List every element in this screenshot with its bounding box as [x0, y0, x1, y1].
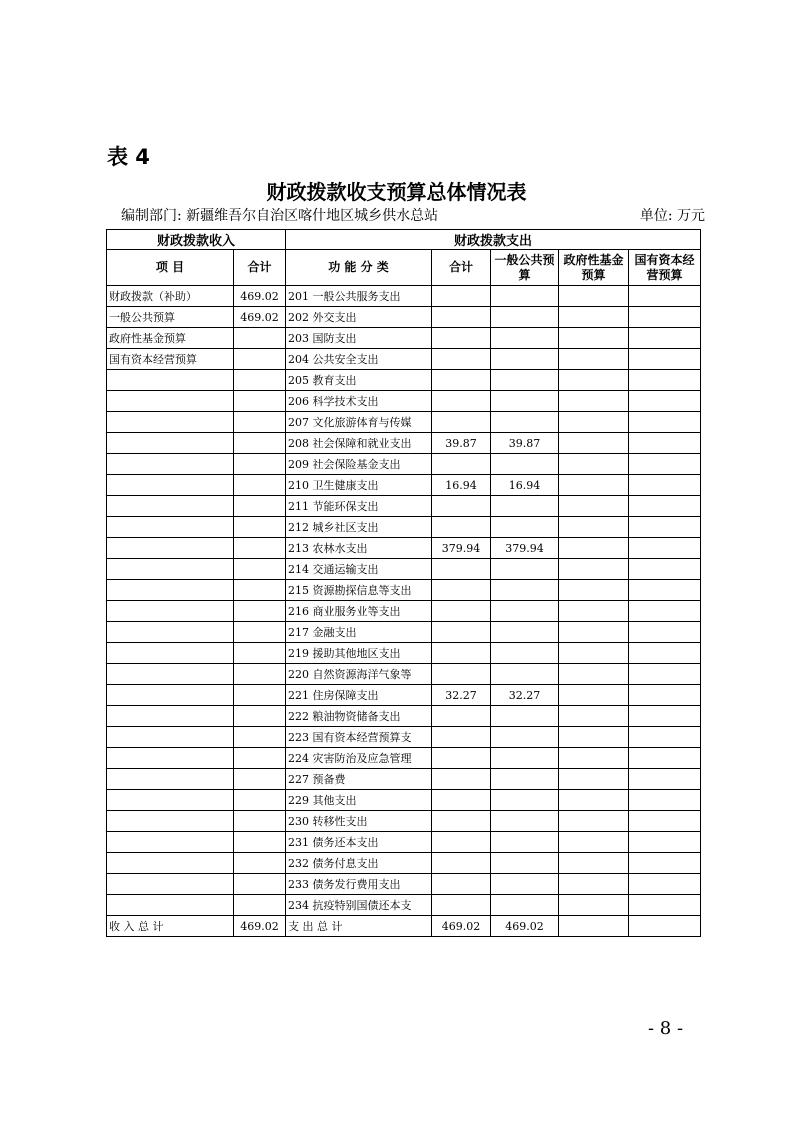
table-number: 表 4 — [107, 145, 150, 169]
gov-fund-cell — [559, 475, 629, 496]
gov-fund-cell — [559, 580, 629, 601]
expense-total-cell — [432, 580, 491, 601]
function-class-cell: 201 一般公共服务支出 — [286, 286, 432, 307]
gov-fund-cell — [559, 454, 629, 475]
gov-fund-cell — [559, 748, 629, 769]
general-budget-cell — [491, 769, 559, 790]
function-class-cell: 208 社会保障和就业支出 — [286, 433, 432, 454]
table-row — [107, 874, 701, 895]
gov-fund-cell — [559, 769, 629, 790]
function-class-cell: 210 卫生健康支出 — [286, 475, 432, 496]
function-class-cell: 217 金融支出 — [286, 622, 432, 643]
general-budget-cell — [491, 706, 559, 727]
income-amount-cell — [234, 832, 286, 853]
table-row — [107, 622, 701, 643]
header-income-total: 合计 — [234, 250, 286, 286]
function-class-cell: 224 灾害防治及应急管理 — [286, 748, 432, 769]
income-item-cell — [107, 706, 234, 727]
state-capital-cell — [629, 538, 701, 559]
general-budget-cell — [491, 895, 559, 916]
expense-total-cell — [432, 454, 491, 475]
state-capital-cell — [629, 769, 701, 790]
gov-fund-cell — [559, 517, 629, 538]
expense-total-cell — [432, 559, 491, 580]
table-row — [107, 349, 701, 370]
income-item-cell — [107, 790, 234, 811]
general-budget-cell — [491, 664, 559, 685]
general-budget-cell — [491, 286, 559, 307]
general-budget-cell — [491, 748, 559, 769]
expense-total-cell — [432, 832, 491, 853]
income-amount-cell — [234, 496, 286, 517]
state-capital-cell — [629, 475, 701, 496]
income-item-cell — [107, 538, 234, 559]
state-capital-cell — [629, 454, 701, 475]
header-gov-fund-budget: 政府性基金预算 — [559, 250, 629, 286]
income-amount-cell — [234, 601, 286, 622]
function-class-cell: 234 抗疫特别国债还本支 — [286, 895, 432, 916]
general-budget-cell — [491, 874, 559, 895]
income-amount-cell — [234, 538, 286, 559]
expense-total-cell: 39.87 — [432, 433, 491, 454]
expense-gov-total — [559, 916, 629, 937]
expense-section-header: 财政拨款支出 — [286, 230, 701, 250]
expense-total-cell — [432, 811, 491, 832]
table-row — [107, 559, 701, 580]
expense-total-cell — [432, 496, 491, 517]
function-class-cell: 221 住房保障支出 — [286, 685, 432, 706]
header-item: 项 目 — [107, 250, 234, 286]
income-item-cell — [107, 832, 234, 853]
function-class-cell: 227 预备费 — [286, 769, 432, 790]
income-amount-cell — [234, 622, 286, 643]
income-item-cell — [107, 811, 234, 832]
general-budget-cell — [491, 370, 559, 391]
state-capital-cell — [629, 748, 701, 769]
income-amount-cell — [234, 790, 286, 811]
income-amount-cell — [234, 349, 286, 370]
table-row — [107, 454, 701, 475]
income-amount-cell — [234, 643, 286, 664]
income-item-cell — [107, 664, 234, 685]
function-class-cell: 229 其他支出 — [286, 790, 432, 811]
state-capital-cell — [629, 622, 701, 643]
general-budget-cell — [491, 412, 559, 433]
income-amount-cell — [234, 433, 286, 454]
table-row — [107, 538, 701, 559]
header-state-capital-budget: 国有资本经营预算 — [629, 250, 701, 286]
header-general-budget: 一般公共预算 — [491, 250, 559, 286]
function-class-cell: 209 社会保险基金支出 — [286, 454, 432, 475]
gov-fund-cell — [559, 286, 629, 307]
general-budget-cell — [491, 832, 559, 853]
gov-fund-cell — [559, 349, 629, 370]
gov-fund-cell — [559, 391, 629, 412]
function-class-cell: 211 节能环保支出 — [286, 496, 432, 517]
income-amount-cell — [234, 475, 286, 496]
state-capital-cell — [629, 832, 701, 853]
expense-total-cell — [432, 895, 491, 916]
general-budget-cell — [491, 643, 559, 664]
gov-fund-cell — [559, 559, 629, 580]
function-class-cell: 214 交通运输支出 — [286, 559, 432, 580]
income-amount-cell — [234, 328, 286, 349]
function-class-cell: 204 公共安全支出 — [286, 349, 432, 370]
table-row — [107, 685, 701, 706]
gov-fund-cell — [559, 412, 629, 433]
income-amount-cell — [234, 685, 286, 706]
expense-total-cell — [432, 664, 491, 685]
expense-total-cell — [432, 370, 491, 391]
general-budget-cell — [491, 517, 559, 538]
function-class-cell: 220 自然资源海洋气象等 — [286, 664, 432, 685]
function-class-cell: 231 债务还本支出 — [286, 832, 432, 853]
general-budget-cell — [491, 328, 559, 349]
expense-total-cell — [432, 391, 491, 412]
state-capital-cell — [629, 643, 701, 664]
state-capital-cell — [629, 328, 701, 349]
general-budget-cell: 32.27 — [491, 685, 559, 706]
general-budget-cell — [491, 811, 559, 832]
expense-total-cell — [432, 517, 491, 538]
income-amount-cell — [234, 895, 286, 916]
state-capital-cell — [629, 811, 701, 832]
expense-state-total — [629, 916, 701, 937]
state-capital-cell — [629, 559, 701, 580]
state-capital-cell — [629, 790, 701, 811]
income-item-cell — [107, 748, 234, 769]
expense-general-total: 469.02 — [491, 916, 559, 937]
expense-total-cell — [432, 853, 491, 874]
general-budget-cell: 39.87 — [491, 433, 559, 454]
income-amount-cell — [234, 853, 286, 874]
table-row — [107, 517, 701, 538]
gov-fund-cell — [559, 664, 629, 685]
budget-table — [106, 229, 701, 937]
income-item-cell — [107, 454, 234, 475]
function-class-cell: 215 资源勘探信息等支出 — [286, 580, 432, 601]
income-section-header: 财政拨款收入 — [107, 230, 286, 250]
table-row — [107, 643, 701, 664]
income-amount-cell: 469.02 — [234, 286, 286, 307]
gov-fund-cell — [559, 685, 629, 706]
income-amount-cell — [234, 874, 286, 895]
income-item-cell — [107, 433, 234, 454]
income-item-cell — [107, 685, 234, 706]
table-row — [107, 811, 701, 832]
gov-fund-cell — [559, 538, 629, 559]
gov-fund-cell — [559, 832, 629, 853]
general-budget-cell — [491, 601, 559, 622]
function-class-cell: 206 科学技术支出 — [286, 391, 432, 412]
table-row — [107, 895, 701, 916]
function-class-cell: 213 农林水支出 — [286, 538, 432, 559]
general-budget-cell — [491, 580, 559, 601]
table-row — [107, 706, 701, 727]
table-row — [107, 412, 701, 433]
compiling-department: 编制部门: 新疆维吾尔自治区喀什地区城乡供水总站 — [121, 208, 439, 224]
table-row — [107, 496, 701, 517]
gov-fund-cell — [559, 601, 629, 622]
expense-total-cell — [432, 601, 491, 622]
expense-total-cell — [432, 706, 491, 727]
state-capital-cell — [629, 874, 701, 895]
income-amount-cell — [234, 811, 286, 832]
table-row — [107, 748, 701, 769]
income-item-cell: 一般公共预算 — [107, 307, 234, 328]
document-title: 财政拨款收支预算总体情况表 — [266, 180, 527, 204]
income-item-cell — [107, 874, 234, 895]
income-item-cell — [107, 895, 234, 916]
state-capital-cell — [629, 601, 701, 622]
state-capital-cell — [629, 580, 701, 601]
income-item-cell: 国有资本经营预算 — [107, 349, 234, 370]
gov-fund-cell — [559, 811, 629, 832]
table-row — [107, 433, 701, 454]
general-budget-cell — [491, 622, 559, 643]
expense-total-cell — [432, 790, 491, 811]
income-amount-cell — [234, 748, 286, 769]
gov-fund-cell — [559, 790, 629, 811]
income-item-cell: 政府性基金预算 — [107, 328, 234, 349]
state-capital-cell — [629, 496, 701, 517]
income-item-cell — [107, 643, 234, 664]
function-class-cell: 230 转移性支出 — [286, 811, 432, 832]
general-budget-cell: 16.94 — [491, 475, 559, 496]
table-row — [107, 853, 701, 874]
expense-total-cell — [432, 643, 491, 664]
gov-fund-cell — [559, 433, 629, 454]
state-capital-cell — [629, 412, 701, 433]
income-item-cell — [107, 727, 234, 748]
income-amount-cell: 469.02 — [234, 307, 286, 328]
state-capital-cell — [629, 517, 701, 538]
gov-fund-cell — [559, 622, 629, 643]
gov-fund-cell — [559, 307, 629, 328]
state-capital-cell — [629, 706, 701, 727]
income-item-cell: 财政拨款（补助） — [107, 286, 234, 307]
gov-fund-cell — [559, 727, 629, 748]
expense-total-cell: 32.27 — [432, 685, 491, 706]
table-row — [107, 580, 701, 601]
gov-fund-cell — [559, 853, 629, 874]
expense-total-cell — [432, 328, 491, 349]
income-amount-cell — [234, 580, 286, 601]
income-item-cell — [107, 769, 234, 790]
expense-total-cell: 16.94 — [432, 475, 491, 496]
function-class-cell: 203 国防支出 — [286, 328, 432, 349]
table-row — [107, 370, 701, 391]
income-amount-cell — [234, 412, 286, 433]
gov-fund-cell — [559, 370, 629, 391]
function-class-cell: 223 国有资本经营预算支 — [286, 727, 432, 748]
expense-total-label: 支 出 总 计 — [286, 916, 432, 937]
state-capital-cell — [629, 391, 701, 412]
general-budget-cell — [491, 790, 559, 811]
income-amount-cell — [234, 370, 286, 391]
state-capital-cell — [629, 895, 701, 916]
table-row — [107, 664, 701, 685]
income-item-cell — [107, 412, 234, 433]
function-class-cell: 219 援助其他地区支出 — [286, 643, 432, 664]
income-item-cell — [107, 601, 234, 622]
function-class-cell: 216 商业服务业等支出 — [286, 601, 432, 622]
state-capital-cell — [629, 433, 701, 454]
gov-fund-cell — [559, 328, 629, 349]
gov-fund-cell — [559, 706, 629, 727]
state-capital-cell — [629, 286, 701, 307]
income-amount-cell — [234, 769, 286, 790]
function-class-cell: 202 外交支出 — [286, 307, 432, 328]
section-header-row — [107, 230, 701, 250]
income-item-cell — [107, 496, 234, 517]
expense-total-cell — [432, 307, 491, 328]
income-item-cell — [107, 475, 234, 496]
expense-total-cell — [432, 769, 491, 790]
totals-row — [107, 916, 701, 937]
table-row — [107, 790, 701, 811]
expense-total-cell — [432, 748, 491, 769]
table-row — [107, 328, 701, 349]
table-row — [107, 832, 701, 853]
expense-total-cell: 379.94 — [432, 538, 491, 559]
income-amount-cell — [234, 391, 286, 412]
general-budget-cell — [491, 853, 559, 874]
gov-fund-cell — [559, 874, 629, 895]
general-budget-cell — [491, 727, 559, 748]
state-capital-cell — [629, 664, 701, 685]
income-amount-cell — [234, 727, 286, 748]
state-capital-cell — [629, 370, 701, 391]
income-item-cell — [107, 517, 234, 538]
income-amount-cell — [234, 664, 286, 685]
state-capital-cell — [629, 853, 701, 874]
income-total-amount: 469.02 — [234, 916, 286, 937]
gov-fund-cell — [559, 496, 629, 517]
expense-total-cell — [432, 286, 491, 307]
expense-total-cell — [432, 874, 491, 895]
expense-total-amount: 469.02 — [432, 916, 491, 937]
income-total-label: 收 入 总 计 — [107, 916, 234, 937]
income-amount-cell — [234, 559, 286, 580]
general-budget-cell — [491, 307, 559, 328]
expense-total-cell — [432, 622, 491, 643]
gov-fund-cell — [559, 643, 629, 664]
income-item-cell — [107, 370, 234, 391]
page-number: - 8 - — [648, 1018, 684, 1039]
header-expense-total: 合计 — [432, 250, 491, 286]
table-row — [107, 286, 701, 307]
unit-label: 单位: 万元 — [639, 208, 705, 224]
table-row — [107, 391, 701, 412]
state-capital-cell — [629, 685, 701, 706]
income-amount-cell — [234, 706, 286, 727]
table-row — [107, 601, 701, 622]
table-row — [107, 475, 701, 496]
state-capital-cell — [629, 727, 701, 748]
general-budget-cell — [491, 349, 559, 370]
income-item-cell — [107, 622, 234, 643]
income-amount-cell — [234, 517, 286, 538]
column-header-row — [107, 250, 701, 286]
table-row — [107, 307, 701, 328]
function-class-cell: 205 教育支出 — [286, 370, 432, 391]
general-budget-cell — [491, 454, 559, 475]
income-item-cell — [107, 580, 234, 601]
function-class-cell: 222 粮油物资储备支出 — [286, 706, 432, 727]
expense-total-cell — [432, 349, 491, 370]
function-class-cell: 232 债务付息支出 — [286, 853, 432, 874]
income-item-cell — [107, 559, 234, 580]
function-class-cell: 207 文化旅游体育与传媒 — [286, 412, 432, 433]
table-row — [107, 769, 701, 790]
income-item-cell — [107, 853, 234, 874]
general-budget-cell — [491, 559, 559, 580]
table-row — [107, 727, 701, 748]
general-budget-cell — [491, 391, 559, 412]
income-amount-cell — [234, 454, 286, 475]
state-capital-cell — [629, 307, 701, 328]
state-capital-cell — [629, 349, 701, 370]
header-function-class: 功 能 分 类 — [286, 250, 432, 286]
expense-total-cell — [432, 412, 491, 433]
function-class-cell: 233 债务发行费用支出 — [286, 874, 432, 895]
general-budget-cell: 379.94 — [491, 538, 559, 559]
income-item-cell — [107, 391, 234, 412]
function-class-cell: 212 城乡社区支出 — [286, 517, 432, 538]
gov-fund-cell — [559, 895, 629, 916]
expense-total-cell — [432, 727, 491, 748]
general-budget-cell — [491, 496, 559, 517]
